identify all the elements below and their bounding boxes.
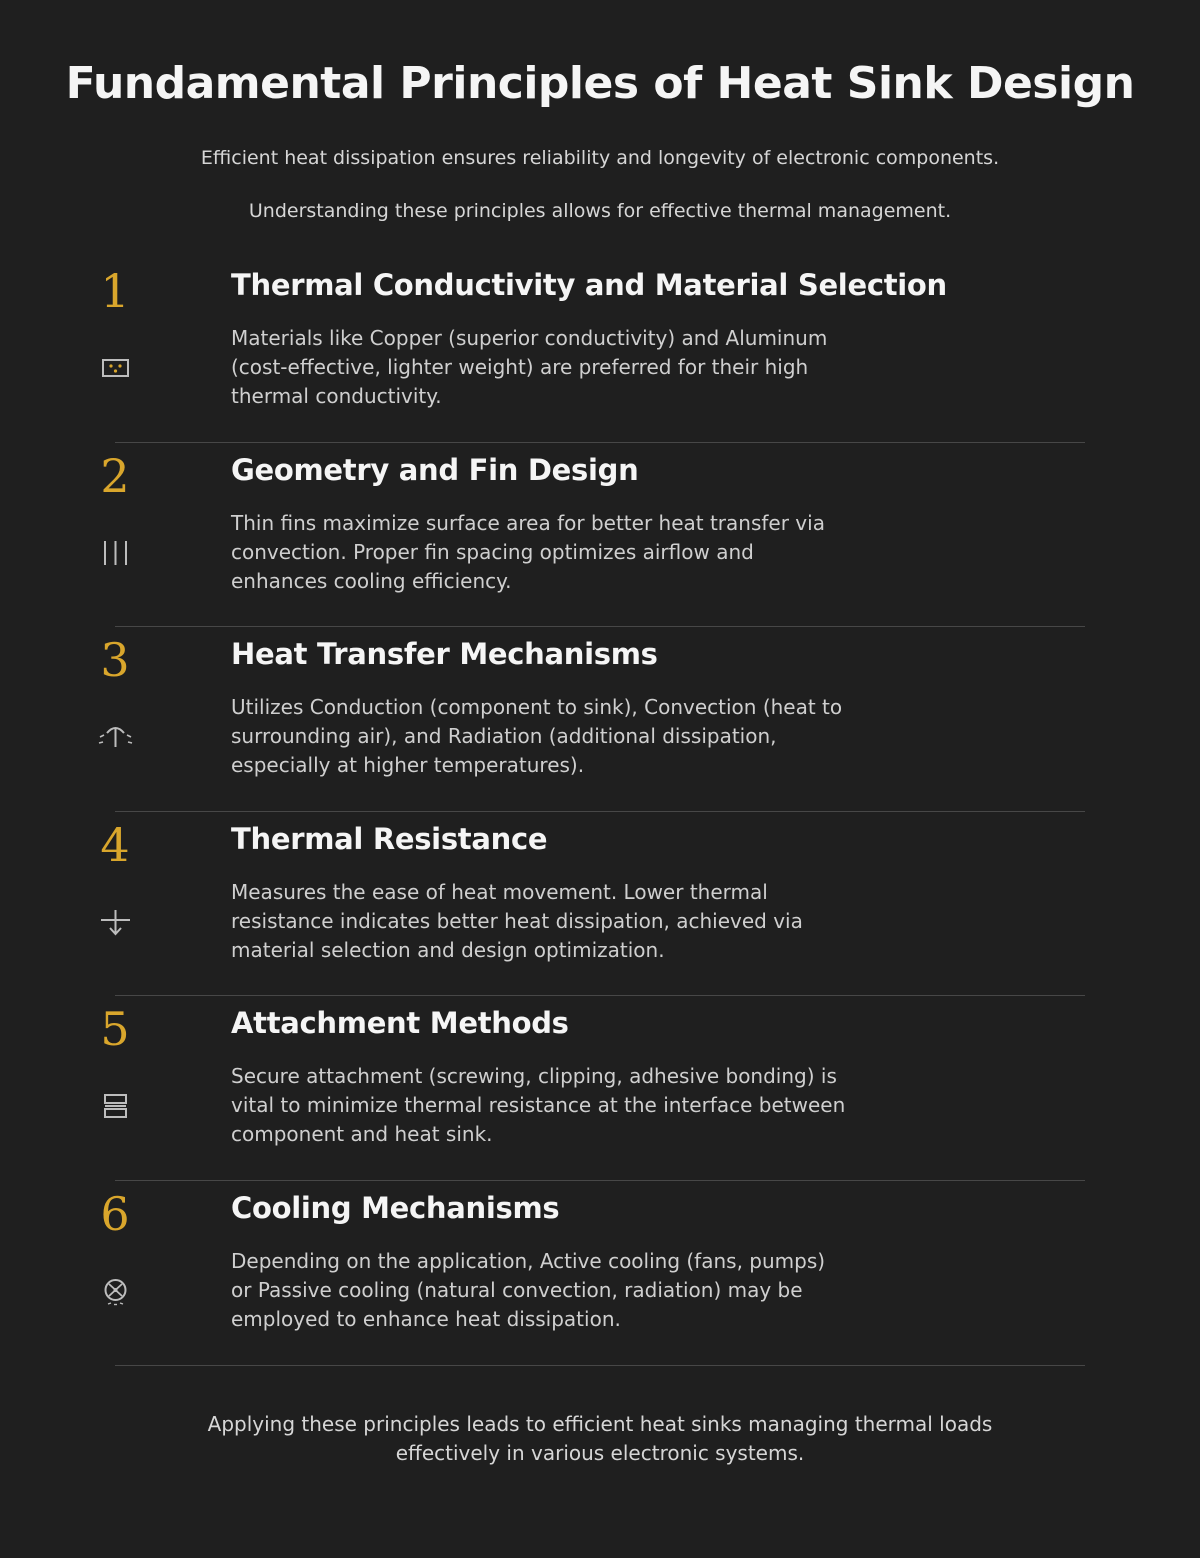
thermometer-chip-icon <box>98 352 134 384</box>
principles-list <box>0 258 1200 1366</box>
principle-number: 1 <box>100 264 130 318</box>
principle-number: 3 <box>100 633 130 688</box>
footer-summary: Applying these principles leads to efficient heat sinks managing thermal loads effectively in various electronic systems. <box>207 1412 993 1465</box>
principle-title: Cooling Mechanisms <box>231 1190 560 1225</box>
divider <box>115 1365 1085 1366</box>
principle-number: 5 <box>100 1002 130 1057</box>
principle-item <box>0 258 1200 443</box>
principle-item <box>0 443 1200 628</box>
principle-description: Thin fins maximize surface area for better heat transfer via convection. Proper fin spacing optimizes airflow and enhances cooling efficiency. <box>231 510 825 593</box>
principle-title: Thermal Conductivity and Material Selection <box>231 268 947 302</box>
principle-item <box>0 1181 1200 1366</box>
principle-description: Secure attachment (screwing, clipping, adhesive bonding) is vital to minimize thermal resistance at the interface between component and heat sink. <box>231 1064 846 1147</box>
principle-number: 6 <box>100 1186 130 1241</box>
radiation-icon <box>98 721 134 753</box>
principle-description: Materials like Copper (superior conductivity) and Aluminum (cost-effective, lighter weight) are preferred for their high thermal conductivity. <box>231 326 828 408</box>
principle-number: 2 <box>100 448 130 503</box>
attachment-clamp-icon <box>98 1090 134 1122</box>
fins-icon <box>98 537 134 569</box>
principle-title: Heat Transfer Mechanisms <box>231 637 658 672</box>
principle-description: Utilizes Conduction (component to sink), Convection (heat to surrounding air), and Radiation (additional dissipation, especially at higher temperatures). <box>231 695 843 778</box>
intro-text-1: Efficient heat dissipation ensures reliability and longevity of electronic components. <box>200 147 1000 169</box>
arrow-down-icon <box>98 906 134 938</box>
page-title: Fundamental Principles of Heat Sink Design <box>65 58 1135 109</box>
principle-title: Geometry and Fin Design <box>231 452 639 487</box>
principle-description: Measures the ease of heat movement. Lower thermal resistance indicates better heat dissipation, achieved via material selection and design optimization. <box>231 879 803 962</box>
principle-title: Attachment Methods <box>231 1006 569 1041</box>
principle-description: Depending on the application, Active cooling (fans, pumps) or Passive cooling (natural convection, radiation) may be employed to enhance heat dissipation. <box>231 1248 826 1331</box>
principle-item <box>0 996 1200 1181</box>
principle-title: Thermal Resistance <box>231 821 548 856</box>
principle-item <box>0 627 1200 812</box>
principle-number: 4 <box>100 817 130 872</box>
fan-icon <box>98 1275 134 1307</box>
intro-text-2: Understanding these principles allows for effective thermal management. <box>248 200 952 222</box>
principle-item <box>0 812 1200 997</box>
